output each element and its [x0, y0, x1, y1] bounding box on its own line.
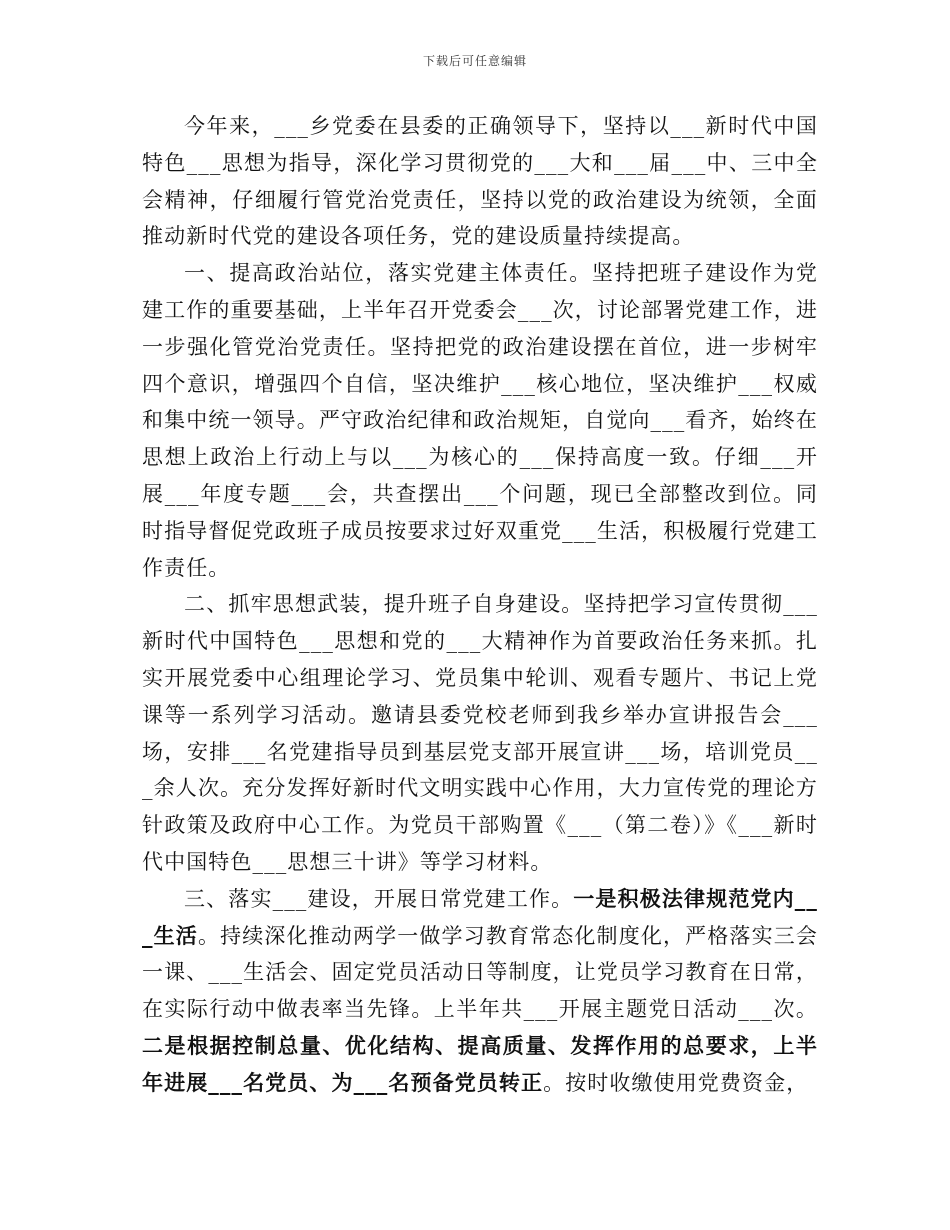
paragraph-section-3	[142, 881, 818, 1102]
section-3-bold-point-2: 二是根据控制总量、优化结构、提高质量、发挥作用的总要求，上半年进展___名党员、为___名预备党员转正	[142, 1032, 818, 1095]
document-body	[142, 108, 818, 1102]
section-3-tail: 。按时收缴使用党费资金，	[543, 1070, 809, 1095]
paragraph-intro: 今年来，___乡党委在县委的正确领导下，坚持以___新时代中国特色___思想为指导，深化学习贯彻党的___大和___届___中、三中全会精神，仔细履行管党治党责任，坚持以党的政治建设为统领，全面推动新时代党的建设各项任务，党的建设质量持续提高。	[142, 114, 818, 249]
paragraph-section-2: 二、抓牢思想武装，提升班子自身建设。坚持把学习宣传贯彻___新时代中国特色___思想和党的___大精神作为首要政治任务来抓。扎实开展党委中心组理论学习、党员集中轮训、观看专题片、书记上党课等一系列学习活动。邀请县委党校老师到我乡举办宣讲报告会___场，安排___名党建指导员到基层党支部开展宣讲___场，培训党员___余人次。充分发挥好新时代文明实践中心作用，大力宣传党的理论方针政策及政府中心工作。为党员干部购置《___（第二卷）》《___新时代中国特色___思想三十讲》等学习材料。	[142, 592, 818, 874]
paragraph-section-1: 一、提高政治站位，落实党建主体责任。坚持把班子建设作为党建工作的重要基础，上半年召开党委会___次，讨论部署党建工作，进一步强化管党治党责任。坚持把党的政治建设摆在首位，进一步树牢四个意识，增强四个自信，坚决维护___核心地位，坚决维护___权威和集中统一领导。严守政治纪律和政治规矩，自觉向___看齐，始终在思想上政治上行动上与以___为核心的___保持高度一致。仔细___开展___年度专题___会，共查摆出___个问题，现已全部整改到位。同时指导督促党政班子成员按要求过好双重党___生活，积极履行党建工作责任。	[142, 261, 818, 580]
section-3-lead: 三、落实___建设，开展日常党建工作。	[184, 886, 574, 911]
section-3-body: 。持续深化推动两学一做学习教育常态化制度化，严格落实三会一课、___生活会、固定党员活动日等制度，让党员学习教育在日常，在实际行动中做表率当先锋。上半年共___开展主题党日活动___次。	[142, 923, 818, 1022]
section-3-bold-point-1: 一是积极法律规范党内___生活	[142, 885, 818, 948]
page-header: 下载后可任意编辑	[422, 54, 527, 68]
